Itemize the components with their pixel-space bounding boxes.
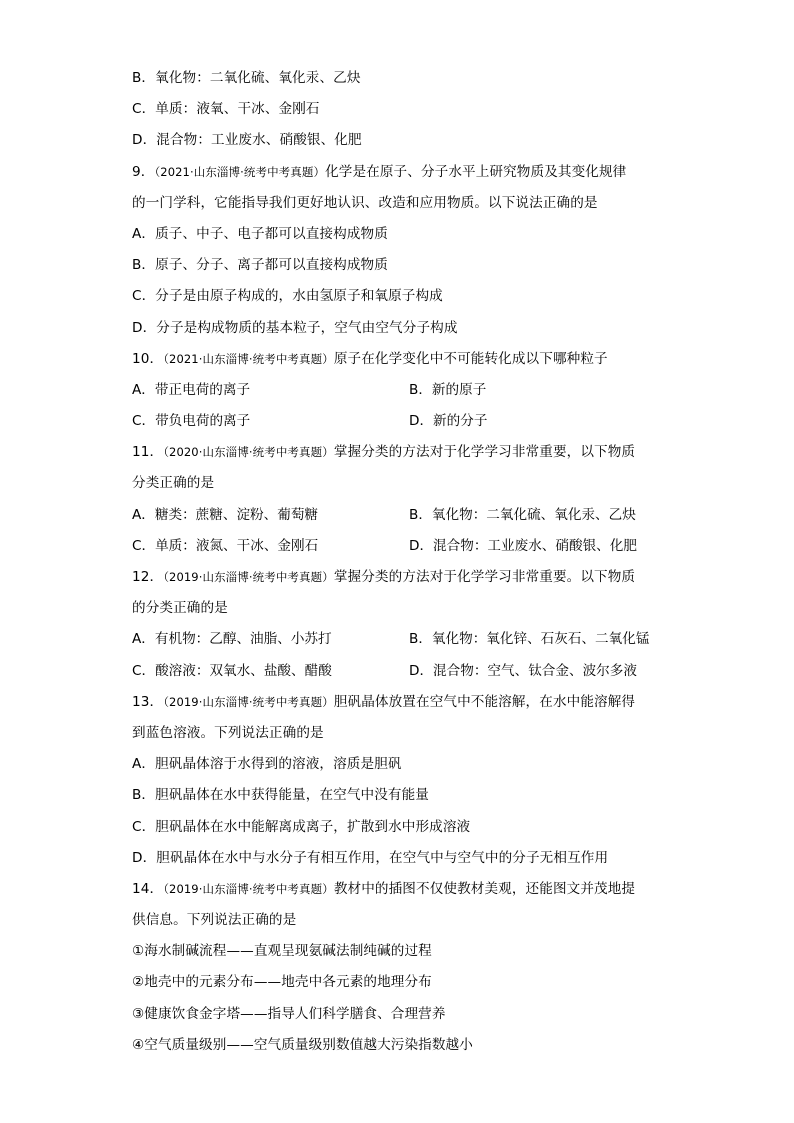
q11-option-d: D．混合物：工业废水、硝酸银、化肥 [409, 537, 637, 554]
q11-stem-line-1 [132, 437, 672, 468]
q13-stem-line-2: 到蓝色溶液。下列说法正确的是 [132, 724, 324, 741]
q13-option-c: C．胆矾晶体在水中能解离成离子，扩散到水中形成溶液 [132, 818, 471, 835]
q11-option-a: A．糖类：蔗糖、淀粉、葡萄糖 [132, 506, 319, 523]
q12-number: 12． [132, 569, 164, 585]
q14-number: 14． [132, 880, 164, 897]
q9-stem-line-2: 的一门学科，它能指导我们更好地认识、改造和应用物质。以下说法正确的是 [132, 194, 598, 211]
question-list [132, 63, 672, 1061]
q8-option-c: C．单质：液氧、干冰、金刚石 [132, 101, 320, 118]
q14-item-4: ④空气质量级别——空气质量级别数值越大污染指数越小 [132, 1036, 473, 1053]
q14-stem-line-1 [132, 874, 672, 905]
q12-stem-line-2: 的分类正确的是 [132, 600, 228, 617]
q11-options-row-1 [132, 500, 672, 531]
q10-stem-line-1 [132, 344, 672, 375]
q10-options-row-1 [132, 375, 672, 406]
q11-stem-text-1: 掌握分类的方法对于化学学习非常重要，以下物质 [333, 444, 636, 461]
q10-number: 10． [132, 350, 164, 367]
q10-option-c: C．带负电荷的离子 [132, 413, 251, 430]
q11-options-row-2 [132, 531, 672, 562]
q13-option-d: D．胆矾晶体在水中与水分子有相互作用，在空气中与空气中的分子无相互作用 [132, 849, 609, 866]
q12-options-row-2 [132, 656, 672, 687]
q10-stem-text-1: 原子在化学变化中不可能转化成以下哪种粒子 [333, 350, 608, 367]
q14-stem-line-2: 供信息。下列说法正确的是 [132, 912, 297, 929]
q13-option-b: B．胆矾晶体在水中获得能量，在空气中没有能量 [132, 787, 429, 804]
q11-option-c: C．单质：液氮、干冰、金刚石 [132, 537, 319, 554]
q8-option-b: B．氧化物：二氧化硫、氧化汞、乙炔 [132, 70, 361, 86]
q13-stem-text-1: 胆矾晶体放置在空气中不能溶解，在水中能溶解得 [333, 693, 636, 710]
q12-option-d: D．混合物：空气、钛合金、波尔多液 [409, 662, 637, 679]
q14-stem-text-1: 教材中的插图不仅使教材美观，还能图文并茂地提 [333, 880, 636, 897]
q13-option-a: A．胆矾晶体溶于水得到的溶液，溶质是胆矾 [132, 756, 402, 773]
q14-source: （2019·山东淄博·统考中考真题） [163, 881, 334, 896]
q11-number: 11． [132, 444, 164, 461]
q12-options-row-1 [132, 624, 672, 655]
q12-stem-line-1 [132, 562, 672, 593]
q9-stem-line-1 [132, 157, 672, 188]
q8-option-d: D．混合物：工业废水、硝酸银、化肥 [132, 132, 362, 149]
q10-options-row-2 [132, 406, 672, 437]
q9-stem-text-1: 化学是在原子、分子水平上研究物质及其变化规律 [325, 163, 627, 180]
q10-option-b: B．新的原子 [409, 381, 487, 398]
q9-source: （2021·山东淄博·统考中考真题） [154, 164, 326, 179]
q12-source: （2019·山东淄博·统考中考真题） [163, 570, 334, 584]
q10-source: （2021·山东淄博·统考中考真题） [163, 351, 334, 366]
q11-option-b: B．氧化物：二氧化硫、氧化汞、乙炔 [409, 506, 636, 523]
q9-number: 9． [132, 163, 155, 180]
q12-stem-text-1: 掌握分类的方法对于化学学习非常重要。以下物质 [333, 569, 636, 585]
q13-stem-line-1 [132, 687, 672, 718]
q13-number: 13． [132, 693, 164, 710]
q14-item-3: ③健康饮食金字塔——指导人们科学膳食、合理营养 [132, 1005, 446, 1022]
q11-stem-line-2: 分类正确的是 [132, 475, 215, 492]
q10-option-a: A．带正电荷的离子 [132, 381, 251, 398]
q12-option-b: B．氧化物：氧化锌、石灰石、二氧化锰 [409, 631, 650, 648]
q9-option-b: B．原子、分子、离子都可以直接构成物质 [132, 257, 388, 274]
q13-source: （2019·山东淄博·统考中考真题） [163, 694, 334, 709]
q9-option-d: D．分子是构成物质的基本粒子，空气由空气分子构成 [132, 319, 458, 336]
q14-item-2: ②地壳中的元素分布——地壳中各元素的地理分布 [132, 974, 432, 991]
q9-option-c: C．分子是由原子构成的，水由氢原子和氧原子构成 [132, 288, 443, 305]
q12-option-a: A．有机物：乙醇、油脂、小苏打 [132, 631, 332, 648]
q11-source: （2020·山东淄博·统考中考真题） [163, 445, 334, 460]
q14-item-1: ①海水制碱流程——直观呈现氨碱法制纯碱的过程 [132, 943, 432, 960]
q9-option-a: A．质子、中子、电子都可以直接构成物质 [132, 225, 388, 242]
q12-option-c: C．酸溶液：双氧水、盐酸、醋酸 [132, 662, 332, 679]
q10-option-d: D．新的分子 [409, 413, 488, 430]
